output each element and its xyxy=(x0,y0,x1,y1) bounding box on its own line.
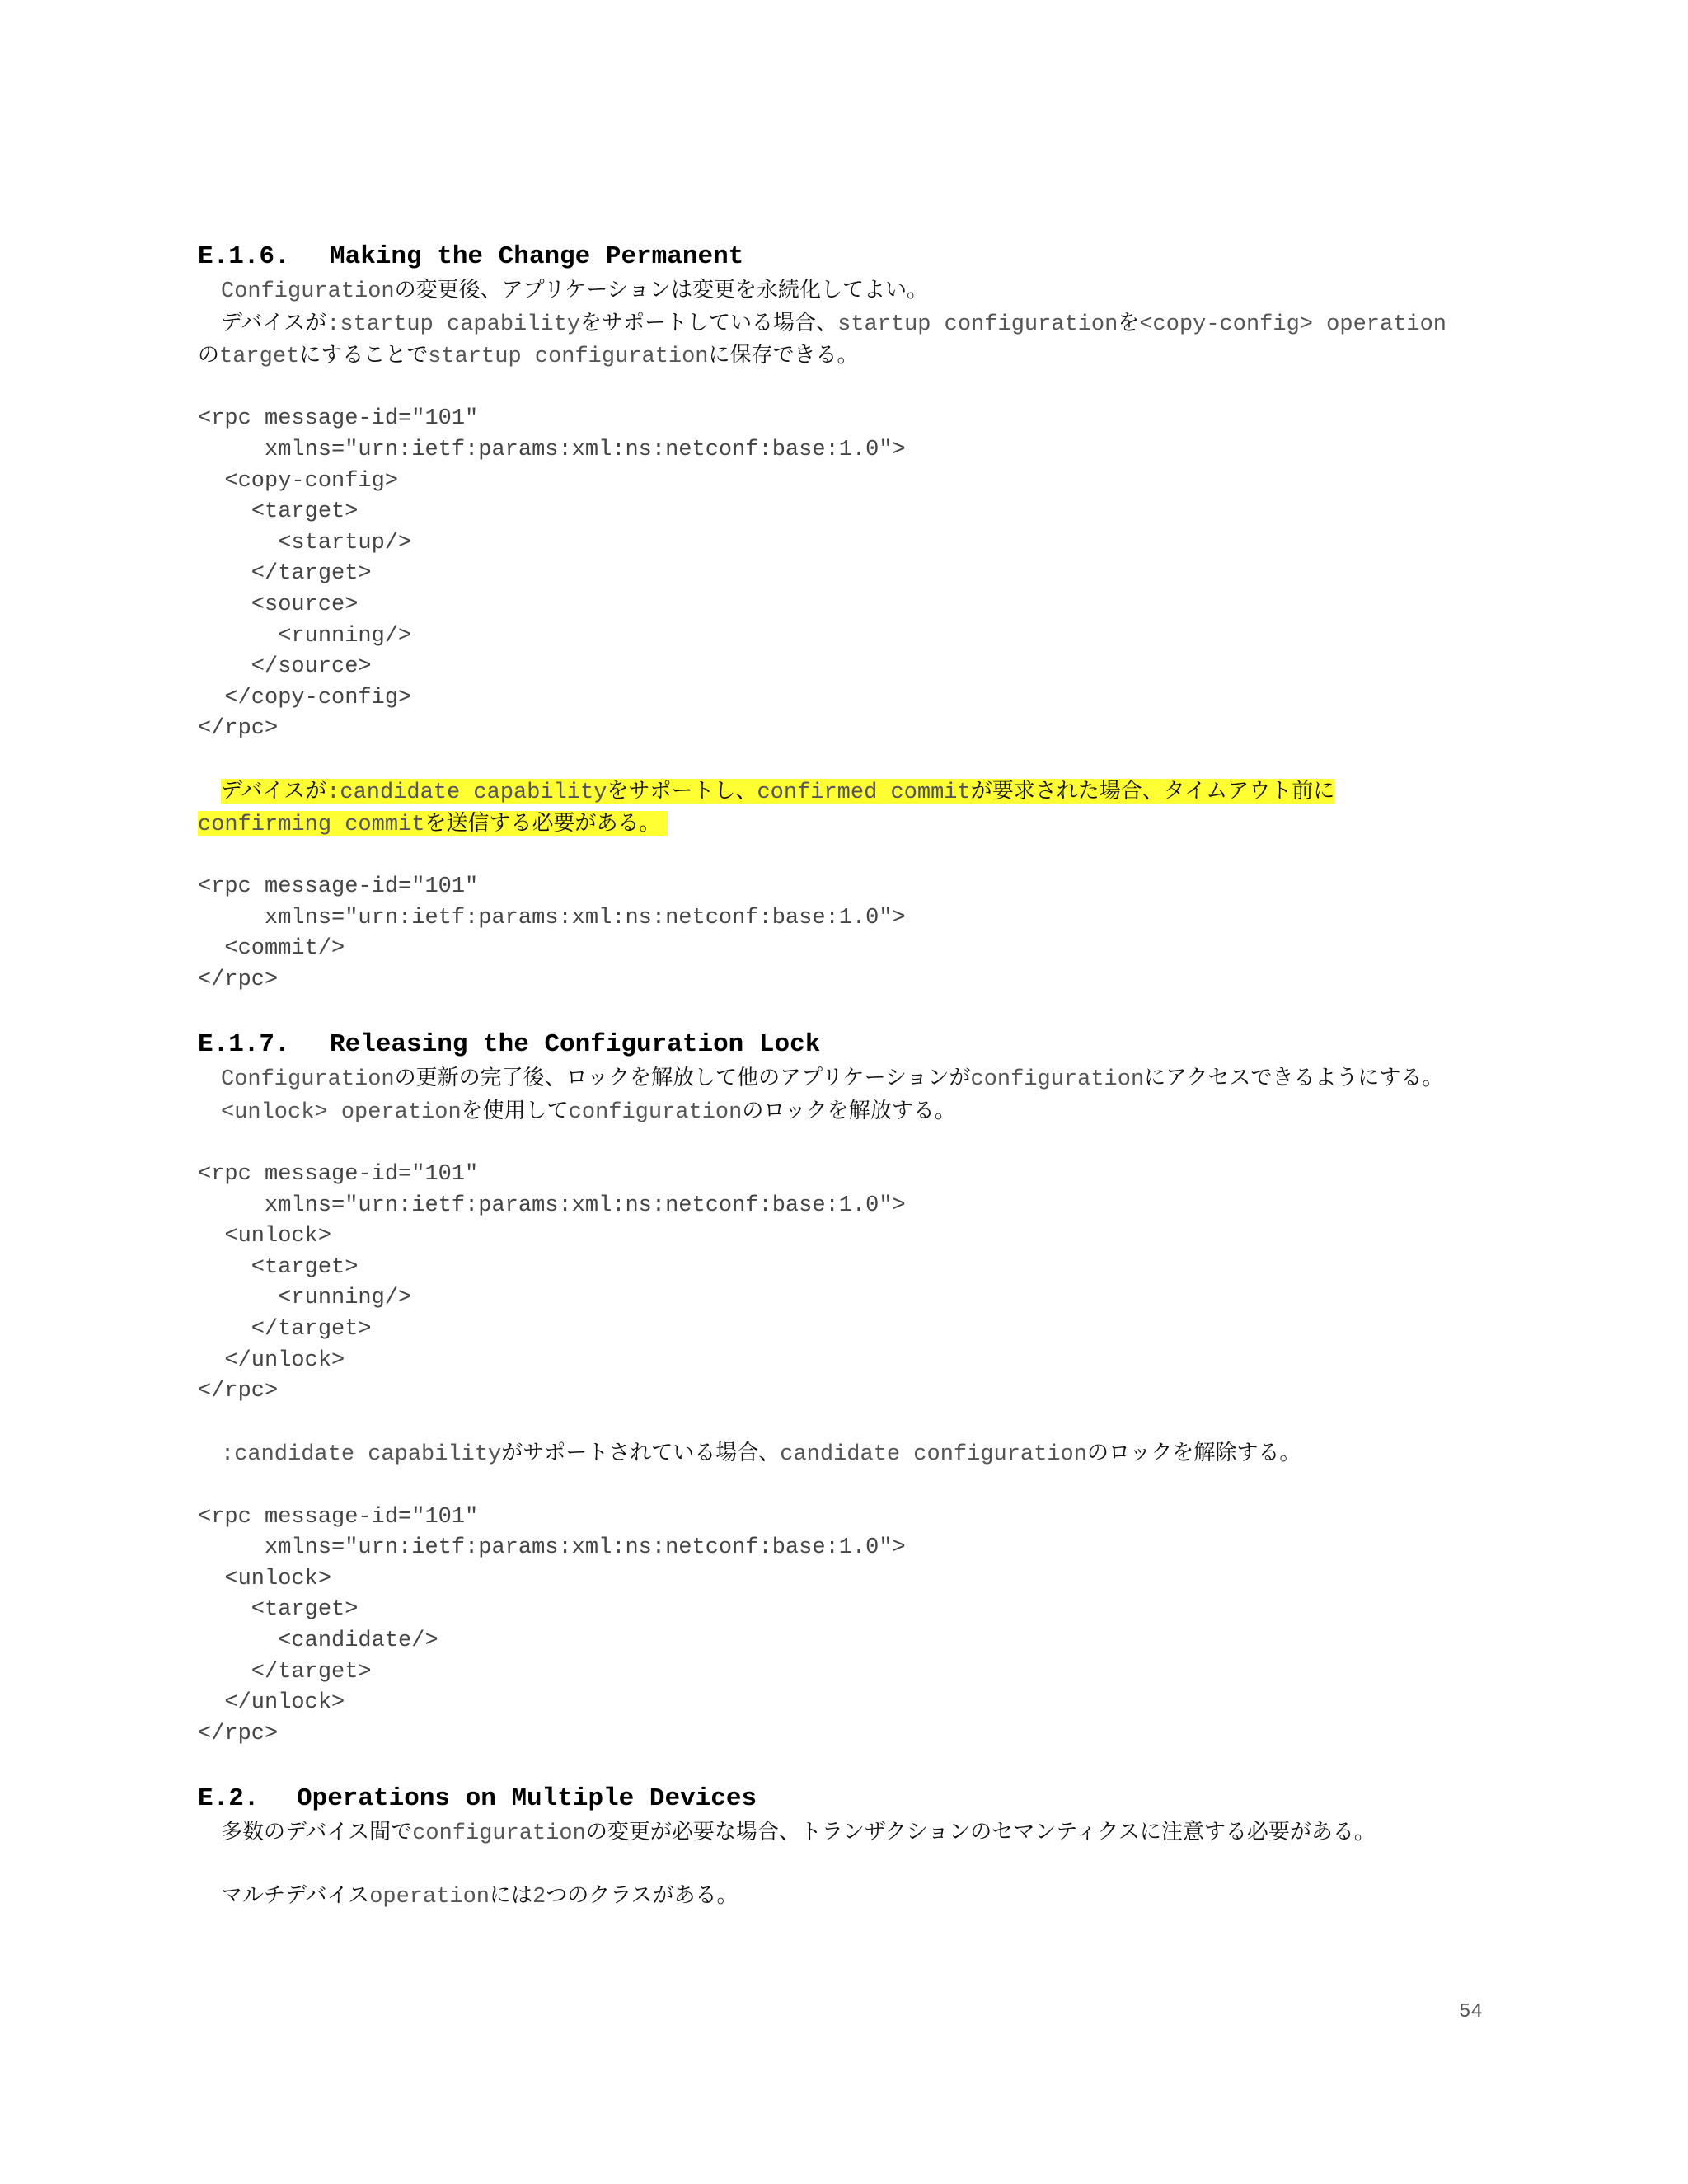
text-run: の変更が必要な場合、トランザクションのセマンティクスに注意する必要がある。 xyxy=(585,1819,1376,1844)
text-run: には xyxy=(490,1883,533,1909)
text-run: デバイスが xyxy=(221,310,327,335)
code-block-unlock-running: <rpc message-id="101" xmlns="urn:ietf:params:xml:ns:netconf:base:1.0"> <unlock> <target> <running/> </target> </unlock> </rpc> xyxy=(198,1162,906,1404)
page-number: 54 xyxy=(1459,2001,1483,2023)
section-heading-e-2 xyxy=(198,1781,1500,1817)
text-run: をサポートし、 xyxy=(607,778,757,804)
text-run: を使用して xyxy=(461,1098,569,1123)
code-term: <copy-config> operation xyxy=(1139,312,1447,337)
text-run: を送信する必要がある。 xyxy=(424,811,661,837)
code-term: operation xyxy=(369,1885,490,1910)
highlight xyxy=(221,779,1334,804)
paragraph xyxy=(198,1063,1500,1096)
section-title: Releasing the Configuration Lock xyxy=(330,1030,821,1060)
text-run: のロックを解除する。 xyxy=(1086,1441,1301,1466)
code-term: :candidate capability xyxy=(221,1442,502,1468)
code-term: startup configuration xyxy=(428,344,709,370)
section-heading-e-1-6 xyxy=(198,239,1500,275)
text-run: がサポートされている場合、 xyxy=(501,1441,781,1466)
paragraph xyxy=(198,1817,1500,1850)
code-term: confirmed commit xyxy=(757,780,971,805)
section-number: E.2. xyxy=(198,1783,260,1813)
section-number: E.1.7. xyxy=(198,1030,290,1060)
document-page xyxy=(198,239,1500,1914)
text-run: マルチデバイス xyxy=(221,1883,370,1909)
code-term: confirming commit xyxy=(198,813,425,838)
paragraph xyxy=(198,308,1500,341)
code-term: Configuration xyxy=(221,1067,395,1093)
section-number: E.1.6. xyxy=(198,242,290,271)
text-run: の更新の完了後、ロックを解放して他のアプリケーションが xyxy=(394,1066,971,1091)
highlight xyxy=(198,811,668,836)
paragraph xyxy=(198,1881,1500,1914)
text-run: の変更後、アプリケーションは変更を永続化してよい。 xyxy=(394,278,929,302)
code-block-unlock-candidate: <rpc message-id="101" xmlns="urn:ietf:params:xml:ns:netconf:base:1.0"> <unlock> <target> <candidate/> </target> </unlock> </rpc> xyxy=(198,1504,906,1746)
code-term: Configuration xyxy=(221,279,395,304)
text-run: に保存できる。 xyxy=(708,343,859,368)
code-term: :startup capability xyxy=(326,312,581,337)
text-run: の xyxy=(198,343,220,368)
section-title: Making the Change Permanent xyxy=(330,242,744,271)
code-term: configuration xyxy=(970,1067,1145,1093)
paragraph xyxy=(198,275,1500,308)
code-term: startup configuration xyxy=(837,312,1118,337)
text-run: にアクセスできるようにする。 xyxy=(1144,1066,1444,1091)
code-term: <unlock> operation xyxy=(221,1099,462,1125)
highlighted-paragraph xyxy=(198,776,1500,809)
paragraph xyxy=(198,1096,1500,1129)
code-term: 2 xyxy=(532,1885,546,1910)
text-run: デバイスが xyxy=(221,778,327,804)
section-title: Operations on Multiple Devices xyxy=(297,1783,757,1813)
code-term: configuration xyxy=(568,1099,743,1125)
text-run: つのクラスがある。 xyxy=(546,1883,738,1909)
code-term: target xyxy=(219,344,300,370)
text-run: 多数のデバイス間で xyxy=(221,1819,413,1844)
highlighted-paragraph-continuation xyxy=(198,808,1500,841)
code-term: :candidate capability xyxy=(326,780,607,805)
section-heading-e-1-7 xyxy=(198,1027,1500,1063)
code-block-commit: <rpc message-id="101" xmlns="urn:ietf:params:xml:ns:netconf:base:1.0"> <commit/> </rpc> xyxy=(198,874,906,993)
paragraph-continuation xyxy=(198,340,1500,373)
code-term: configuration xyxy=(412,1821,586,1846)
text-run: のロックを解放する。 xyxy=(742,1098,956,1123)
code-term: candidate configuration xyxy=(780,1442,1087,1468)
text-run: をサポートしている場合、 xyxy=(580,310,838,335)
text-run: が要求された場合、タイムアウト前に xyxy=(970,778,1335,804)
text-run: にすることで xyxy=(299,343,429,368)
paragraph xyxy=(198,1438,1500,1471)
code-block-copy-config: <rpc message-id="101" xmlns="urn:ietf:params:xml:ns:netconf:base:1.0"> <copy-config> <target> <startup/> </target> <source> <running/> </source> </copy-config> </rpc> xyxy=(198,406,906,742)
text-run: を xyxy=(1118,310,1140,335)
